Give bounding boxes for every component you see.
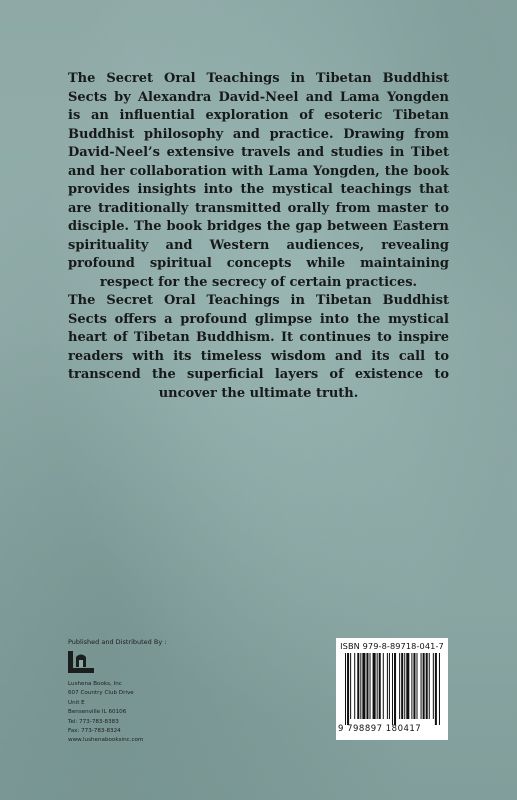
description-paragraph-2: The Secret Oral Teachings in Tibetan Buddhist Sects offers a profound glimpse into the mystical heart of Tibetan Buddhism. It continues to inspire readers with its timeless wisdom and its call to transcend the superficial layers of existence to uncover the ultimate truth. [68,293,449,401]
barcode-icon [345,653,441,725]
isbn-label: ISBN 979-8-89718-041-7 [340,641,444,651]
publisher-name: Lushena Books, Inc [68,681,122,687]
publisher-address-line: Unit E [68,699,85,706]
publisher-logo-icon [68,651,94,673]
publisher-website: www.lushenabooksinc.com [68,737,144,744]
publisher-info [68,638,166,746]
publisher-heading: Published and Distributed By : [68,638,167,646]
publisher-fax: Fax: 773-783-8324 [68,728,121,735]
publisher-city: Bensenville IL 60106 [68,709,127,716]
description-paragraph-1: The Secret Oral Teachings in Tibetan Buddhist Sects by Alexandra David-Neel and Lama Yongden is an influential exploration of esoteric Tibetan Buddhist philosophy and practice. Drawing from David-Neel’s extensive travels and studies in Tibet and her collaboration with Lama Yongden, the book provides insights into the mystical teachings that are traditionally transmitted orally from master to disciple. The book bridges the gap between Eastern spirituality and Western audiences, revealing profound spiritual concepts while maintaining respect for the secrecy of certain practices. [68,71,449,290]
publisher-tel: Tel: 773-783-8383 [68,718,119,725]
barcode-digits: 9 798897 180417 [338,724,422,734]
publisher-address-line: 607 Country Club Drive [68,690,134,697]
book-description [68,70,449,403]
isbn-barcode-box [336,638,448,740]
